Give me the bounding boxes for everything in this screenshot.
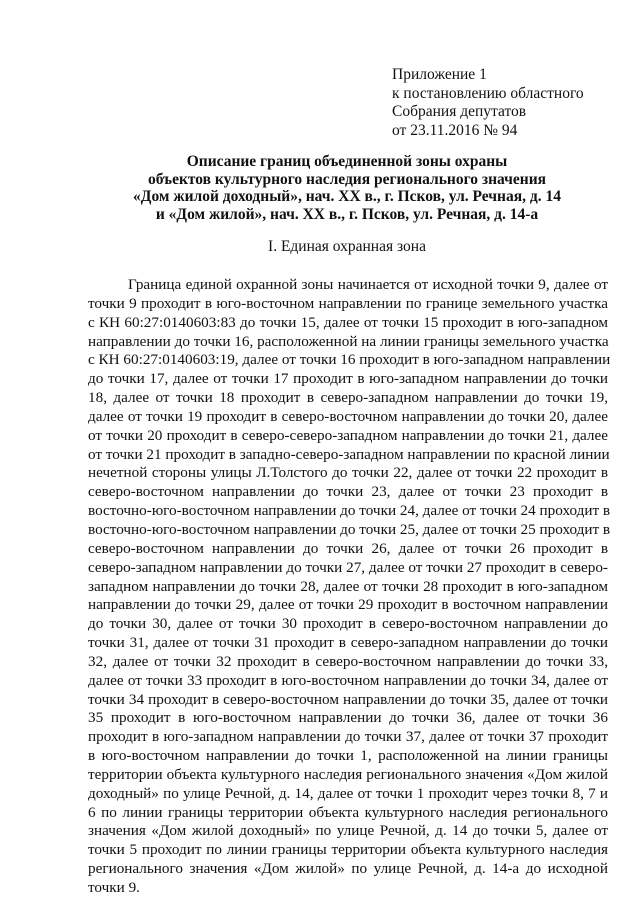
- title-line: объектов культурного наследия регионального значения: [147, 170, 547, 188]
- title-line: «Дом жилой доходный», нач. XX в., г. Псков, ул. Речная, д. 14: [133, 188, 561, 205]
- body-line: от точки 20 проходит в северо-северо-западном направлении до точки 21, далее: [88, 426, 608, 444]
- body-line: Граница единой охранной зоны начинается от исходной точки 9, далее от: [128, 276, 608, 293]
- body-line: регионального значения «Дом жилой» по улице Речной, д. 14-а до исходной: [88, 860, 608, 878]
- body-line: восточно-юго-восточном направлении до точки 24, далее от точки 24 проходит в: [88, 502, 611, 520]
- body-line: западном направлении до точки 28, далее от точки 28 проходит в юго-западном: [88, 577, 608, 595]
- body-line: в юго-восточном направлении до точки 1, расположенной на линии границы: [88, 747, 608, 765]
- body-line: северо-восточном направлении до точки 23, далее от точки 23 проходит в: [88, 483, 608, 501]
- body-line: значения «Дом жилой доходный» по улице Речной, д. 14 до точки 5, далее от: [88, 822, 608, 840]
- appendix-block: [392, 66, 584, 140]
- body-line: 32, далее от точки 32 проходит в северо-восточном направлении до точки 33,: [88, 652, 608, 670]
- appendix-line: Приложение 1: [392, 66, 487, 83]
- document-title: [60, 153, 634, 223]
- body-paragraph: [88, 276, 611, 898]
- body-line: восточно-юго-восточном направлении до точки 25, далее от точки 25 проходит в: [88, 520, 611, 538]
- body-line: направлении до точки 16, расположенной на линии границы земельного участка: [88, 332, 609, 350]
- body-line: доходный» по улице Речной, д. 14, далее от точки 1 проходит через точки 8, 7 и: [88, 784, 608, 802]
- body-line: точки 9 проходит в юго-восточном направлении по границе земельного участка: [88, 294, 608, 312]
- appendix-line: к постановлению областного: [392, 84, 584, 102]
- body-line: территории объекта культурного наследия регионального значения «Дом жилой: [88, 765, 608, 783]
- body-line: северо-восточном направлении до точки 26, далее от точки 26 проходит в: [88, 539, 608, 557]
- title-line: и «Дом жилой», нач. XX в., г. Псков, ул. Речная, д. 14-а: [155, 205, 539, 223]
- body-line: далее от точки 33 проходит в юго-восточном направлении до точки 34, далее от: [88, 671, 608, 689]
- body-line: с КН 60:27:0140603:19, далее от точки 16 проходит в юго-западном направлении: [88, 351, 611, 369]
- section-heading: I. Единая охранная зона: [268, 238, 426, 255]
- appendix-line: Собрания депутатов: [392, 103, 527, 120]
- appendix-line: от 23.11.2016 № 94: [392, 121, 518, 139]
- body-line: проходит в юго-западном направлении до точки 37, далее от точки 37 проходит: [88, 728, 608, 746]
- body-line: точки 5 проходит по линии границы территории объекта культурного наследия: [88, 841, 608, 859]
- body-line: до точки 30, далее от точки 30 проходит в северо-восточном направлении до: [88, 615, 608, 633]
- title-line: Описание границ объединенной зоны охраны: [186, 153, 508, 170]
- body-line: 35 проходит в юго-восточном направлении до точки 36, далее от точки 36: [88, 709, 608, 727]
- body-line: направлении до точки 29, далее от точки 29 проходит в восточном направлении: [88, 596, 608, 614]
- body-line: точки 34 проходит в северо-восточном направлении до точки 35, далее от точки: [88, 690, 608, 708]
- body-line: 6 по линии границы территории объекта культурного наследия регионального: [88, 803, 608, 821]
- body-line: от точки 21 проходит в западно-северо-западном направлении по красной линии: [88, 445, 610, 463]
- body-line: северо-западном направлении до точки 27, далее от точки 27 проходит в северо-: [88, 558, 608, 576]
- body-line: до точки 17, далее от точки 17 проходит в юго-западном направлении до точки: [88, 370, 608, 388]
- body-line: далее от точки 19 проходит в северо-восточном направлении до точки 20, далее: [88, 407, 608, 425]
- body-line: точки 31, далее от точки 31 проходит в северо-западном направлении до точки: [88, 634, 608, 652]
- body-line: нечетной стороны улицы Л.Толстого до точки 22, далее от точки 22 проходит в: [88, 464, 608, 482]
- body-line: точки 9.: [88, 879, 140, 896]
- body-line: 18, далее от точки 18 проходит в северо-западном направлении до точки 19,: [88, 389, 608, 407]
- body-line: с КН 60:27:0140603:83 до точки 15, далее от точки 15 проходит в юго-западном: [88, 313, 608, 331]
